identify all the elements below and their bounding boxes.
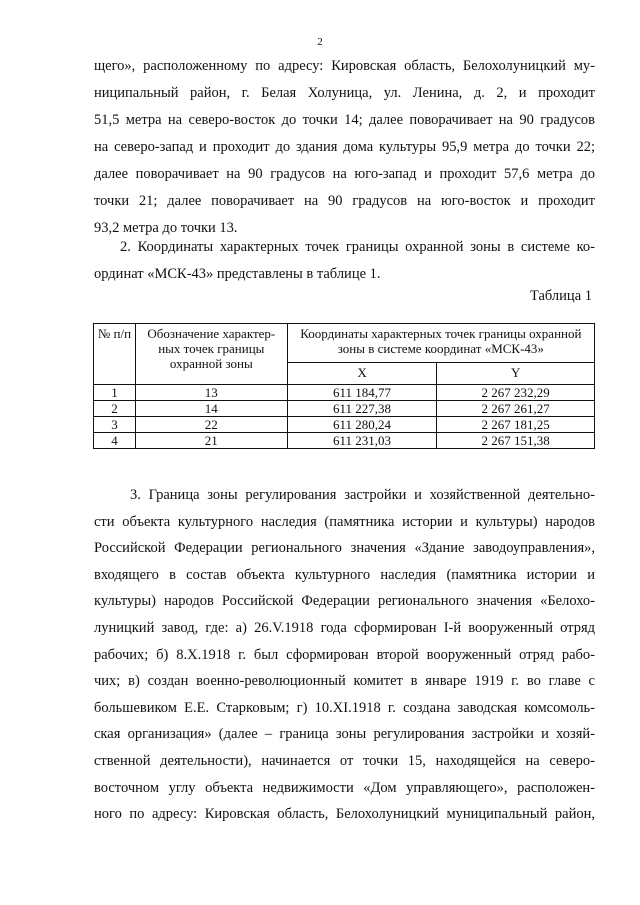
cell-number: 1 bbox=[94, 385, 136, 401]
header-x: X bbox=[287, 363, 437, 385]
text-line: большевиком Е.Е. Старковым; г) 10.XI.1918 г. создана заводская комсомоль- bbox=[94, 699, 595, 716]
cell-x: 611 231,03 bbox=[287, 433, 437, 449]
cell-x: 611 227,38 bbox=[287, 401, 437, 417]
page-number: 2 bbox=[317, 36, 323, 48]
table-row bbox=[94, 401, 595, 417]
cell-y: 2 267 232,29 bbox=[437, 385, 595, 401]
cell-y: 2 267 261,27 bbox=[437, 401, 595, 417]
text-line: на северо-запад и проходит до здания дома культуры 95,9 метра до точки 22; bbox=[94, 139, 595, 155]
text-line: ного по адресу: Кировская область, Белохолуницкий муниципальный район, bbox=[94, 806, 595, 823]
coordinates-table bbox=[93, 323, 595, 449]
table-row bbox=[94, 433, 595, 449]
cell-y: 2 267 181,25 bbox=[437, 417, 595, 433]
cell-point: 21 bbox=[135, 433, 287, 449]
cell-number: 2 bbox=[94, 401, 136, 417]
text-line: луницкий завод, где: а) 26.V.1918 года сформирован I-й вооруженный отряд bbox=[94, 619, 595, 636]
text-line: ниципальный район, г. Белая Холуница, ул. Ленина, д. 2, и проходит bbox=[94, 85, 595, 101]
text-line: 2. Координаты характерных точек границы охранной зоны в системе ко- bbox=[120, 239, 595, 255]
header-y: Y bbox=[437, 363, 595, 385]
table-caption: Таблица 1 bbox=[529, 288, 592, 304]
cell-number: 4 bbox=[94, 433, 136, 449]
text-line: ординат «МСК-43» представлены в таблице 1. bbox=[94, 266, 381, 282]
text-line: щего», расположенному по адресу: Кировская область, Белохолуницкий му- bbox=[94, 58, 595, 74]
table-row bbox=[94, 385, 595, 401]
text-line: далее поворачивает на 90 градусов на юго-запад и проходит 57,6 метра до bbox=[94, 166, 595, 182]
header-point-designation: Обозначение характер-ных точек границы охранной зоны bbox=[135, 324, 287, 385]
paragraph-regulation-zone bbox=[94, 482, 595, 828]
header-number: № п/п bbox=[94, 324, 136, 385]
cell-point: 22 bbox=[135, 417, 287, 433]
text-line: точки 21; далее поворачивает на 90 градусов на юго-восток и проходит bbox=[94, 193, 595, 209]
text-line: чих; в) создан военно-революционный комитет в январе 1919 г. во главе с bbox=[94, 673, 595, 690]
text-line: 93,2 метра до точки 13. bbox=[94, 220, 238, 236]
text-line: входящего в состав объекта культурного наследия (памятника истории и bbox=[94, 566, 595, 583]
text-line: сти объекта культурного наследия (памятника истории и культуры) народов bbox=[94, 513, 595, 530]
cell-point: 14 bbox=[135, 401, 287, 417]
text-line: Российской Федерации регионального значения «Здание заводоуправления», bbox=[94, 540, 595, 557]
cell-point: 13 bbox=[135, 385, 287, 401]
text-line: ственной деятельности), начинается от точки 15, находящейся на северо- bbox=[94, 752, 595, 769]
header-coordinates: Координаты характерных точек границы охранной зоны в системе координат «МСК-43» bbox=[287, 324, 594, 363]
cell-x: 611 184,77 bbox=[287, 385, 437, 401]
paragraph-coordinates-intro bbox=[94, 234, 595, 288]
text-line: культуры) народов Российской Федерации регионального значения «Белохо- bbox=[94, 593, 595, 610]
paragraph-route-description bbox=[94, 53, 595, 242]
table-row bbox=[94, 417, 595, 433]
cell-x: 611 280,24 bbox=[287, 417, 437, 433]
text-line: 3. Граница зоны регулирования застройки и хозяйственной деятельно- bbox=[130, 487, 595, 503]
text-line: 51,5 метра на северо-восток до точки 14; далее поворачивает на 90 градусов bbox=[94, 112, 595, 128]
text-line: восточном углу объекта недвижимости «Дом управляющего», расположен- bbox=[94, 779, 595, 796]
text-line: рабочих; б) 8.X.1918 г. был сформирован второй вооруженный отряд рабо- bbox=[94, 646, 595, 663]
cell-y: 2 267 151,38 bbox=[437, 433, 595, 449]
cell-number: 3 bbox=[94, 417, 136, 433]
text-line: ская организация» (далее – граница зоны регулирования застройки и хозяй- bbox=[94, 726, 595, 743]
